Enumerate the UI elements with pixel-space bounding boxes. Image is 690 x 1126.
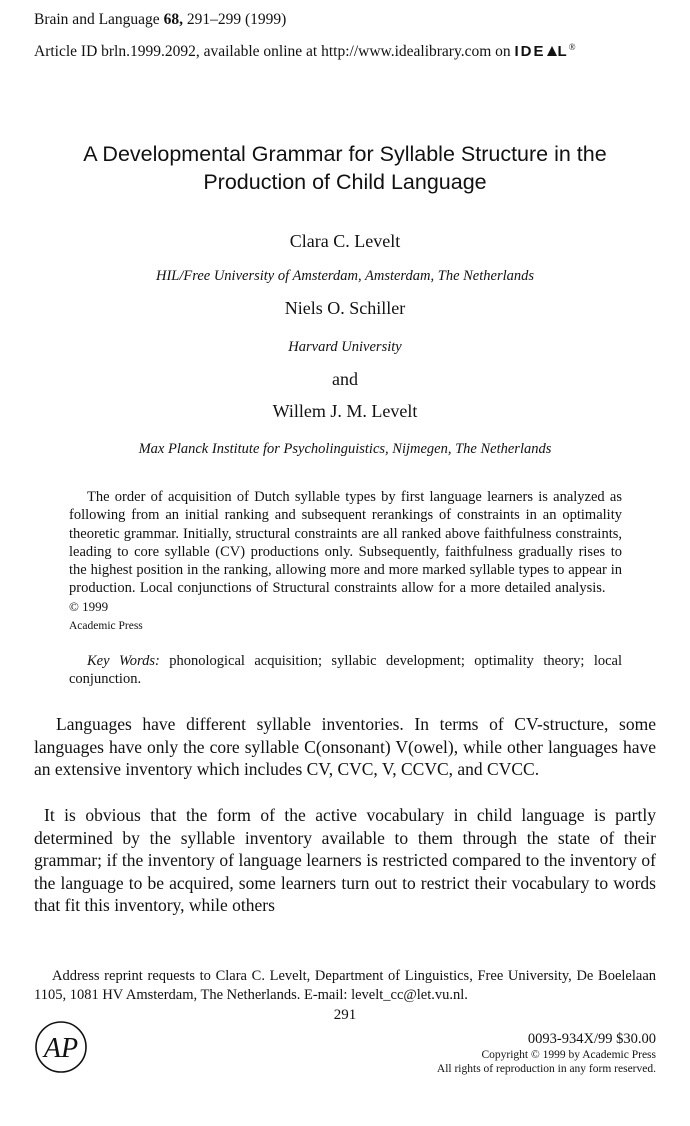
abstract	[69, 488, 622, 635]
and-word: and	[332, 369, 358, 389]
abstract-publisher: Academic Press	[69, 620, 143, 633]
body-paragraph-2: It is obvious that the form of the active vocabulary in child language is partly determined by the syllable inventory available to them through the state of their grammar; if the inventory of language learners is restricted compared to the inventory of the language to be acquired, some learners turn out to restrict their vocabulary to words that fit this inventory, while others	[34, 805, 656, 915]
keywords	[69, 652, 622, 689]
abstract-text: The order of acquisition of Dutch syllable types by first language learners is analyzed as following from an initial ranking and subsequent rerankings of constraints in an optimality theoretic grammar. Initially, structural constraints are all ranked above faithfulness constraints, leading to core syllable (CV) productions only. Subsequently, faithfulness gradually rises to the highest position in the ranking, allowing more and more marked syllable types to appear in production. Local conjunctions of Structural constraints allow for a more detailed analysis.	[69, 489, 622, 597]
registered-mark: ®	[568, 42, 576, 52]
author-affiliation-1: HIL/Free University of Amsterdam, Amsterdam, The Netherlands	[155, 268, 535, 284]
body-paragraph-1: Languages have different syllable inventories. In terms of CV-structure, some languages have only the core syllable C(onsonant) V(owel), while other languages have an extensive inventory which includes CV, CVC, V, CCVC, and CVCC.	[34, 714, 656, 779]
author-affiliation-2: Harvard University	[288, 339, 402, 355]
keywords-text: phonological acquisition; syllabic development; optimality theory; local conjunction.	[69, 653, 622, 688]
author-name-3: Willem J. M. Levelt	[272, 401, 418, 421]
article-availability: Article ID brln.1999.2092, available online at http://www.idealibrary.com on	[34, 43, 511, 61]
journal-pages-year: 291–299 (1999)	[182, 11, 287, 28]
footer-copyright: Copyright © 1999 by Academic Press	[481, 1049, 656, 1061]
page-number: 291	[333, 1007, 357, 1023]
footnote: Address reprint requests to Clara C. Levelt, Department of Linguistics, Free University, De Boelelaan 1105, 1081 HV Amsterdam, The Netherlands. E-mail: levelt_cc@let.vu.nl.	[34, 968, 656, 1003]
ideal-logo: IDE L	[514, 43, 569, 61]
academic-press-logo	[34, 1020, 88, 1074]
author-affiliation-3: Max Planck Institute for Psycholinguistics, Nijmegen, The Netherlands	[138, 441, 552, 457]
ap-logo-icon	[34, 1020, 88, 1074]
journal-name: Brain and Language	[34, 11, 164, 28]
ap-logo-text: AP	[43, 1033, 79, 1064]
author-name-1: Clara C. Levelt	[289, 231, 401, 251]
keywords-label: Key Words:	[87, 653, 160, 669]
article-id-line	[34, 38, 576, 61]
ideal-arrow-icon	[546, 45, 558, 57]
issn-price: 0093-934X/99 $30.00	[527, 1031, 656, 1047]
journal-citation	[34, 10, 286, 29]
journal-volume: 68,	[163, 11, 183, 28]
footer-rights: All rights of reproduction in any form reserved.	[436, 1063, 656, 1075]
author-name-2: Niels O. Schiller	[284, 298, 406, 318]
abstract-copyright: © 1999	[69, 598, 109, 614]
paper-title: A Developmental Grammar for Syllable Structure in the Production of Child Language	[83, 142, 607, 194]
